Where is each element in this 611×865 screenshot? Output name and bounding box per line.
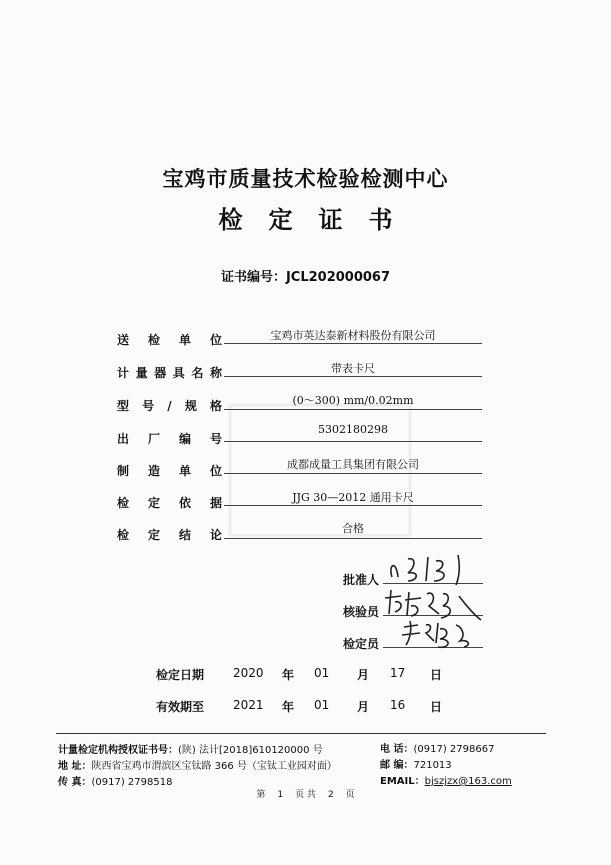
approver-signature-icon: [386, 547, 476, 587]
field-label: 出厂编号: [117, 432, 222, 446]
approver-label: 批准人: [343, 573, 380, 587]
address-label: 地 址：: [58, 761, 92, 772]
certificate-number: 证书编号：JCL202000067: [220, 270, 391, 285]
email: [380, 772, 512, 787]
address-value: 陕西省宝鸡市渭滨区宝钛路 366 号（宝钛工业园对面）: [91, 761, 337, 772]
page-total: 2: [327, 790, 334, 800]
inspection-year: 2020: [233, 666, 264, 680]
postcode: [380, 756, 452, 771]
field-value: 成都成量工具集团有限公司: [287, 458, 419, 471]
phone-label: 电 话：: [380, 744, 414, 755]
license-label: 计量检定机构授权证书号：: [58, 745, 178, 756]
fax-label: 传 真：: [58, 777, 92, 788]
valid-until-label: 有效期至: [156, 700, 205, 714]
month-unit: 月: [357, 668, 370, 682]
page-middle: 页 共: [295, 790, 316, 800]
inspector-signature-icon: [400, 617, 480, 651]
field-value: (0～300) mm/0.02mm: [292, 394, 414, 407]
fax: [58, 773, 172, 788]
day-unit: 日: [430, 700, 443, 714]
valid-until-year: 2021: [233, 698, 264, 712]
organization-name: 宝鸡市质量技术检验检测中心: [162, 167, 449, 191]
email-value: bjszjzx@163.com: [424, 776, 512, 787]
address: [58, 757, 337, 772]
inspection-month: 01: [314, 666, 330, 680]
day-unit: 日: [430, 668, 443, 682]
field-label: 检定结论: [117, 528, 222, 542]
document-title: 检定证书: [218, 206, 419, 234]
inspector-label: 检定员: [343, 637, 380, 651]
postcode-value: 721013: [413, 760, 452, 771]
field-label: 送检单位: [117, 333, 222, 347]
field-label: 制造单位: [117, 464, 222, 478]
inspection-date-label: 检定日期: [156, 668, 205, 682]
field-label: 检定依据: [117, 496, 222, 510]
year-unit: 年: [282, 700, 295, 714]
month-unit: 月: [357, 700, 370, 714]
reviewer-label: 核验员: [343, 605, 380, 619]
page-current: 1: [277, 790, 284, 800]
field-label: 型号/规格: [117, 399, 222, 413]
year-unit: 年: [282, 668, 295, 682]
email-label: EMAIL：: [380, 776, 425, 787]
license-value: (陕) 法计[2018]610120000 号: [178, 745, 323, 756]
phone-value: (0917) 2798667: [413, 744, 495, 755]
field-value: 合格: [342, 522, 364, 535]
field-value: 带表卡尺: [331, 362, 375, 375]
field-value: 5302180298: [318, 423, 388, 436]
postcode-label: 邮 编：: [380, 760, 414, 771]
license-number: [58, 741, 323, 756]
page-suffix: 页: [345, 790, 355, 800]
page-prefix: 第: [256, 790, 266, 800]
pagination: [0, 787, 611, 800]
valid-until-month: 01: [314, 698, 330, 712]
footer-divider: [56, 733, 546, 734]
phone: [380, 740, 494, 755]
inspection-day: 17: [390, 666, 406, 680]
field-value: JJG 30—2012 通用卡尺: [292, 491, 414, 504]
fax-value: (0917) 2798518: [91, 777, 173, 788]
field-label: 计量器具名称: [117, 366, 222, 380]
field-value: 宝鸡市英达泰新材料股份有限公司: [270, 329, 436, 342]
valid-until-day: 16: [390, 698, 406, 712]
